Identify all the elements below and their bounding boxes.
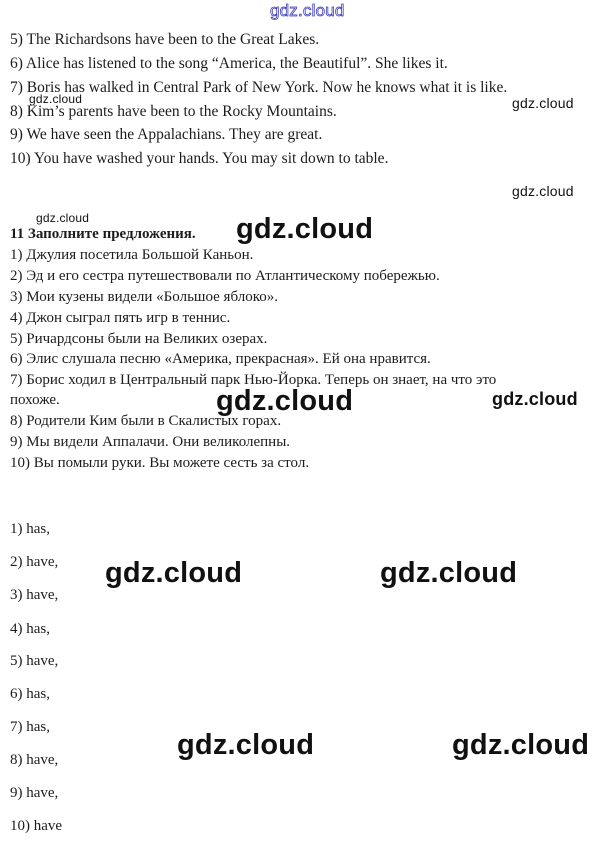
exercise-sentence-6: 6) Элис слушала песню «Америка, прекрасная». Ей она нравится. <box>10 351 431 367</box>
watermark-small-2: gdz.cloud <box>512 95 574 111</box>
exercise-sentence-8: 8) Родители Ким были в Скалистых горах. <box>10 413 282 429</box>
answer-5: 5) have, <box>10 653 59 669</box>
watermark-large-3: gdz.cloud <box>105 557 243 589</box>
watermark-small-4: gdz.cloud <box>36 211 90 225</box>
watermark-large-6: gdz.cloud <box>452 729 590 761</box>
exercise-sentence-10: 10) Вы помыли руки. Вы можете сесть за стол. <box>10 455 310 471</box>
exercise-sentence-9: 9) Мы видели Аппалачи. Они великолепны. <box>10 434 291 450</box>
english-sentence-7: 7) Boris has walked in Central Park of New York. Now he knows what it is like. <box>10 79 508 96</box>
exercise-sentence-2: 2) Эд и его сестра путешествовали по Атлантическому побережью. <box>10 268 440 284</box>
exercise-sentence-3: 3) Мои кузены видели «Большое яблоко». <box>10 289 278 305</box>
exercise-sentence-1: 1) Джулия посетила Большой Каньон. <box>10 247 254 263</box>
answer-1: 1) has, <box>10 521 50 537</box>
watermark-top: gdz.cloud <box>270 1 345 20</box>
exercise-sentence-7: 7) Борис ходил в Центральный парк Нью-Йорка. Теперь он знает, на что это <box>10 372 497 388</box>
english-sentence-6: 6) Alice has listened to the song “America, the Beautiful”. She likes it. <box>10 55 448 72</box>
watermark-large-5: gdz.cloud <box>177 729 315 761</box>
watermark-large-4: gdz.cloud <box>380 557 518 589</box>
watermark-large-1: gdz.cloud <box>236 213 374 245</box>
answer-10: 10) have <box>10 818 63 834</box>
answer-7: 7) has, <box>10 719 50 735</box>
english-sentence-5: 5) The Richardsons have been to the Great Lakes. <box>10 31 320 48</box>
answer-9: 9) have, <box>10 785 59 801</box>
answer-8: 8) have, <box>10 752 59 768</box>
english-sentence-10: 10) You have washed your hands. You may sit down to table. <box>10 150 389 167</box>
answer-2: 2) have, <box>10 554 59 570</box>
english-sentence-9: 9) We have seen the Appalachians. They are great. <box>10 126 323 143</box>
english-sentence-8: 8) Kim’s parents have been to the Rocky Mountains. <box>10 103 337 120</box>
watermark-small-3: gdz.cloud <box>512 183 574 199</box>
exercise-sentence-5: 5) Ричардсоны были на Великих озерах. <box>10 331 268 347</box>
answer-4: 4) has, <box>10 621 50 637</box>
answer-6: 6) has, <box>10 686 50 702</box>
exercise-sentence-4: 4) Джон сыграл пять игр в теннис. <box>10 310 231 326</box>
watermark-large-2: gdz.cloud <box>216 385 354 417</box>
watermark-small-1: gdz.cloud <box>29 92 83 106</box>
answer-3: 3) have, <box>10 587 59 603</box>
exercise-heading: 11 Заполните предложения. <box>10 226 196 242</box>
exercise-sentence-7-continued: похоже. <box>10 392 60 408</box>
watermark-medium-1: gdz.cloud <box>492 389 578 409</box>
